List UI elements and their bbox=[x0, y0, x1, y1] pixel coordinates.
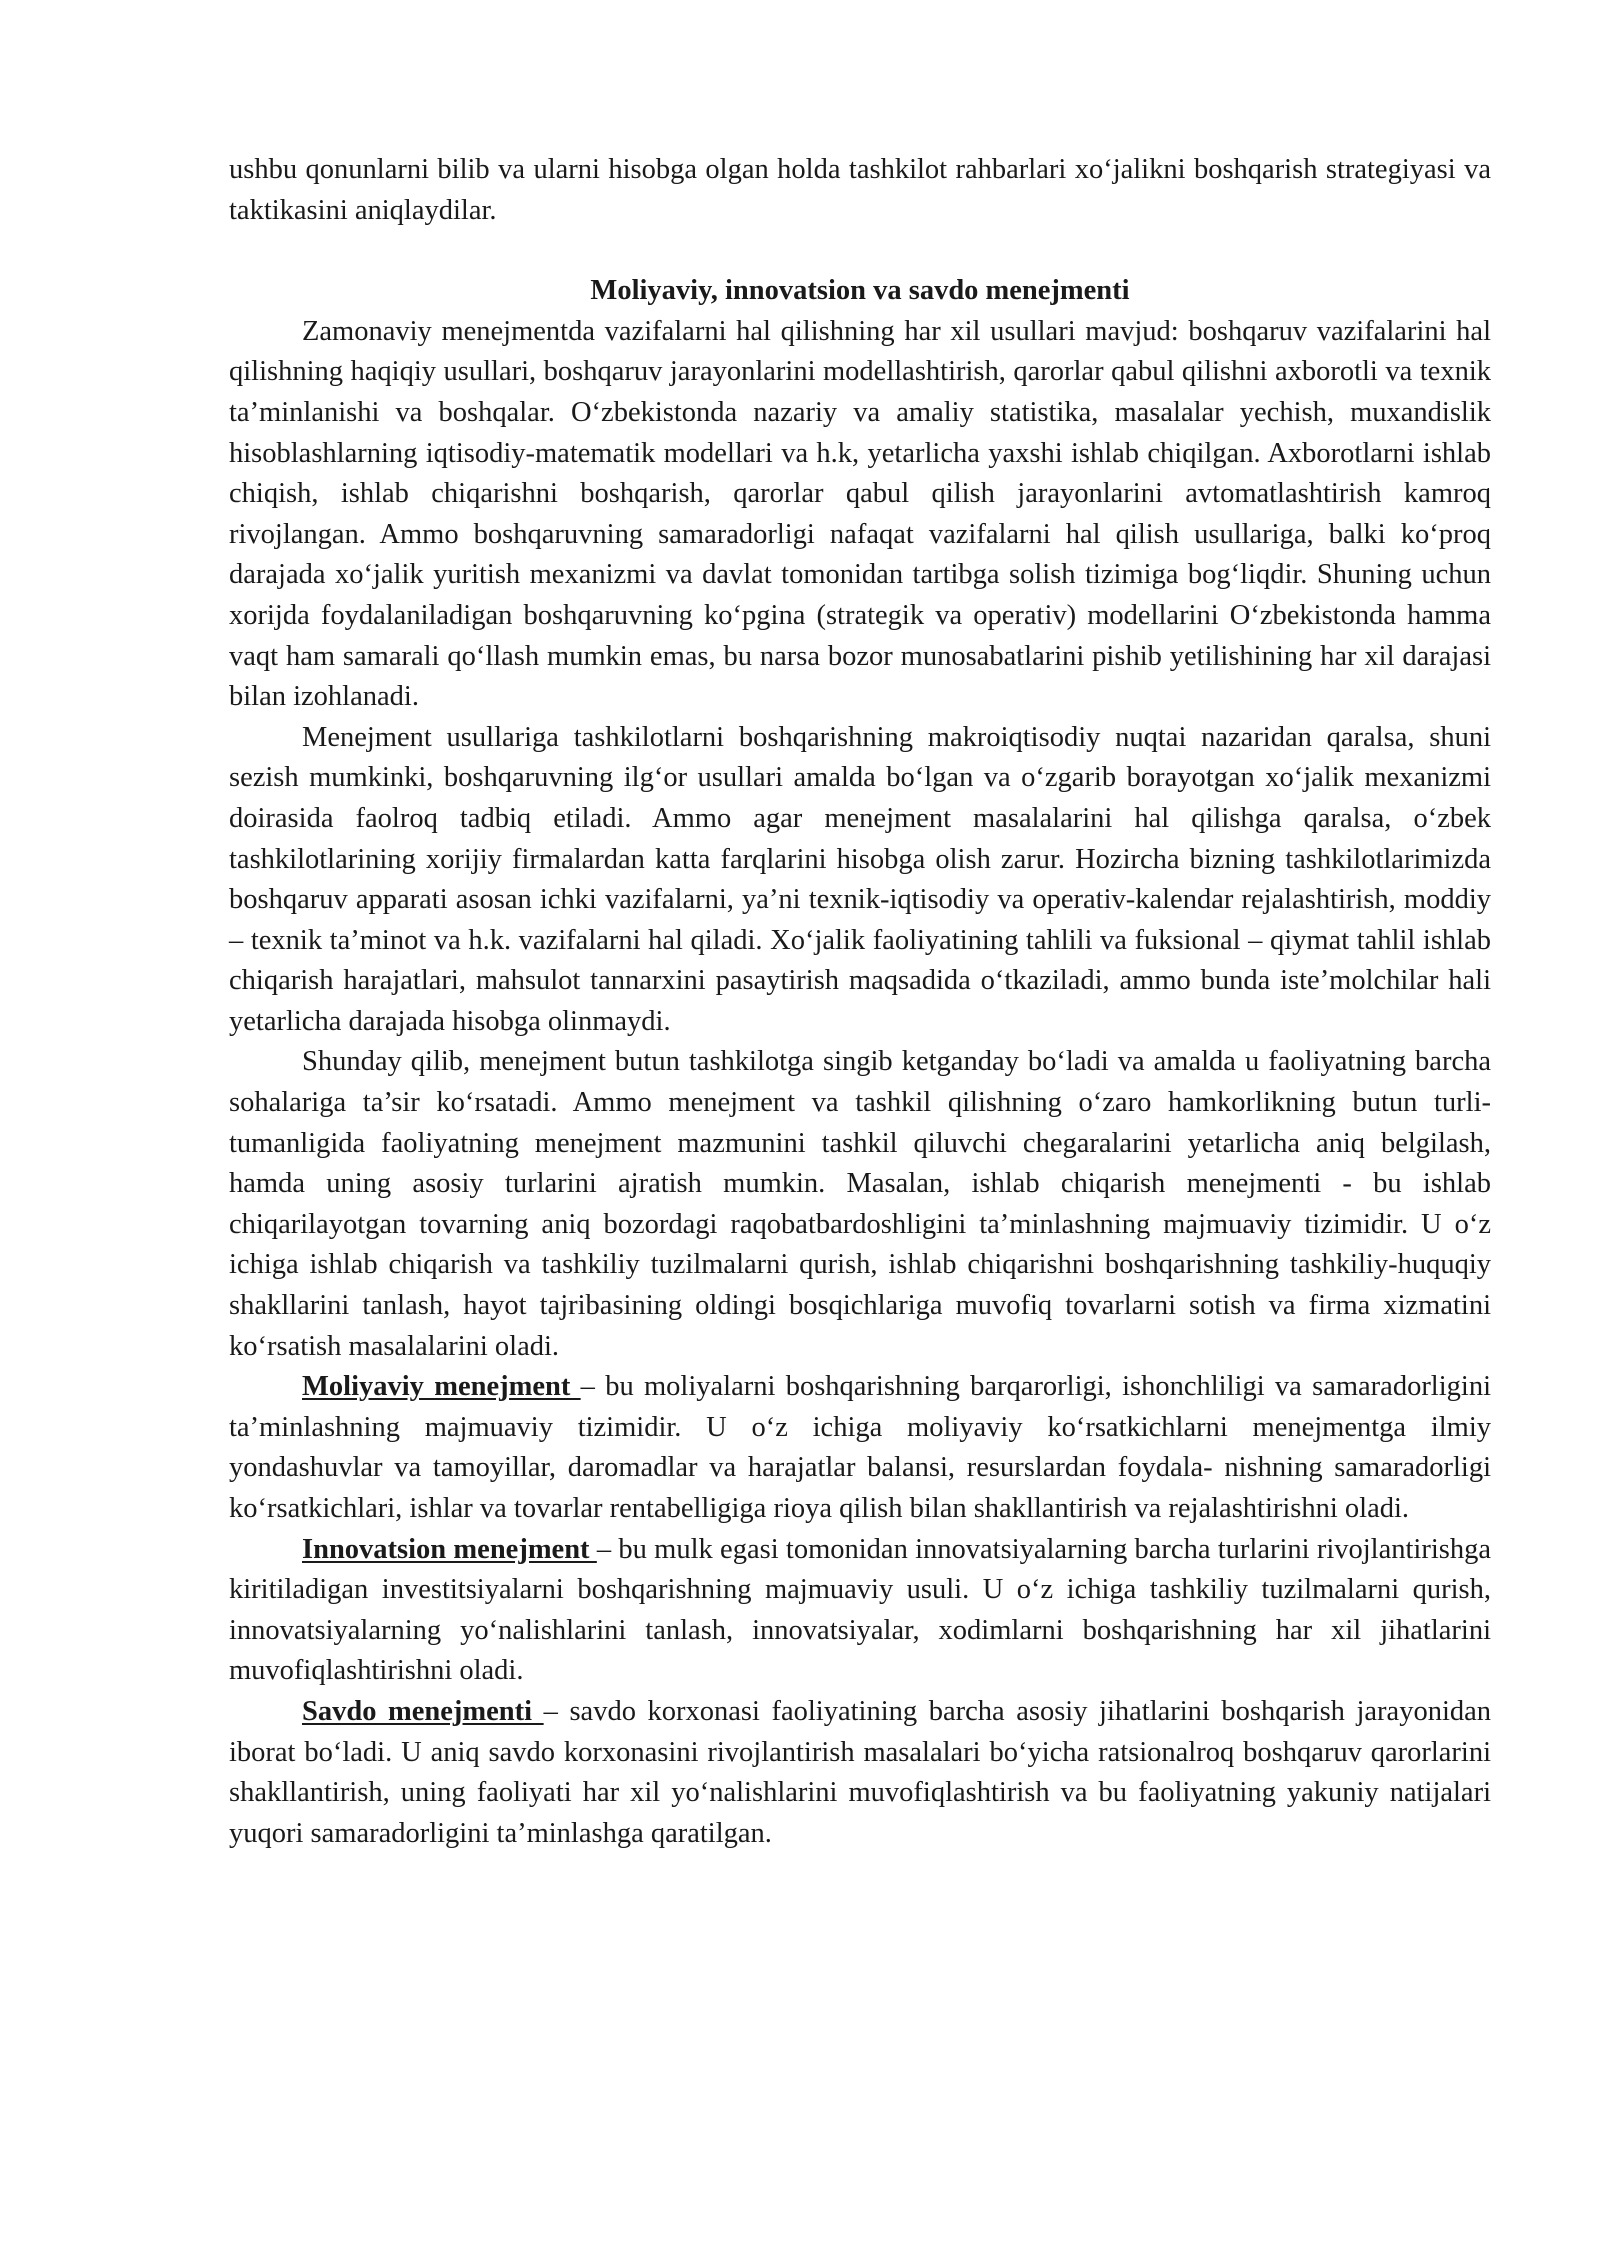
body-paragraph-3: Shunday qilib, menejment butun tashkilotga singib ketganday bo‘ladi va amalda u faoliyatning barcha sohalariga ta’sir ko‘rsatadi. Ammo menejment va tashkil qilishning o‘zaro hamkorlikning butun turli-tumanligida faoliyatning menejment mazmunini tashkil qiluvchi chegaralarini yetarlicha aniq belgilash, hamda uning asosiy turlarini ajratish mumkin. Masalan, ishlab chiqarish menejmenti - bu ishlab chiqarilayotgan tovarning aniq bozordagi raqobatbardoshligini ta’minlashning majmuaviy tizimidir. U o‘z ichiga ishlab chiqarish va tashkiliy tuzilmalarni qurish, ishlab chiqarishni boshqarishning tashkiliy-huquqiy shakllarini tanlash, hayot tajribasining oldingi bosqichlariga muvofiq tovarlarni sotish va firma xizmatini ko‘rsatish masalalarini oladi. bbox=[229, 1046, 1491, 1362]
body-paragraph-2: Menejment usullariga tashkilotlarni boshqarishning makroiqtisodiy nuqtai nazaridan qaralsa, shuni sezish mumkinki, boshqaruvning ilg‘or usullari amalda bo‘lgan va o‘zgarib borayotgan xo‘jalik mexanizmi doirasida faolroq tadbiq etiladi. Ammo agar menejment masalalarini hal qilishga qaralsa, o‘zbek tashkilotlarining xorijiy firmalardan katta farqlarini hisobga olish zarur. Hozircha bizning tashkilotlarimizda boshqaruv apparati asosan ichki vazifalarni, ya’ni texnik-iqtisodiy va operativ-kalendar rejalashtirish, moddiy – texnik ta’minot va h.k. vazifalarni hal qiladi. Xo‘jalik faoliyatining tahlili va fuksional – qiymat tahlil ishlab chiqarish harajatlari, mahsulot tannarxini pasaytirish maqsadida o‘tkaziladi, ammo bunda iste’molchilar hali yetarlicha darajada hisobga olinmaydi. bbox=[229, 721, 1491, 1037]
definition-text-trade-management: – savdo korxonasi faoliyatining barcha asosiy jihatlarini boshqarish jarayonidan iborat bo‘ladi. U aniq savdo korxonasini rivojlantirish masalalari bo‘yicha ratsionalroq boshqaruv qarorlarini shakllantirish, uning faoliyati har xil yo‘nalishlarini muvofiqlashtirish va bu faoliyatning yakuniy natijalari yuqori samaradorligini ta’minlashga qaratilgan. bbox=[229, 1695, 1492, 1849]
definition-trade-management bbox=[229, 1692, 1491, 1854]
definition-financial-management bbox=[229, 1367, 1491, 1529]
term-trade-management: Savdo menejmenti bbox=[302, 1695, 544, 1727]
definition-innovation-management bbox=[229, 1530, 1491, 1692]
term-innovation-management: Innovatsion menejment bbox=[302, 1533, 597, 1565]
document-page bbox=[229, 150, 1491, 1854]
term-financial-management: Moliyaviy menejment bbox=[302, 1371, 581, 1403]
body-paragraph-1: Zamonaviy menejmentda vazifalarni hal qilishning har xil usullari mavjud: boshqaruv vazifalarini hal qilishning haqiqiy usullari, boshqaruv jarayonlarini modellashtirish, qarorlar qabul qilishni axborotli va texnik ta’minlanishi va boshqalar. O‘zbekistonda nazariy va amaliy statistika, masalalar yechish, muxandislik hisoblashlarning iqtisodiy-matematik modellari va h.k, yetarlicha yaxshi ishlab chiqilgan. Axborotlarni ishlab chiqish, ishlab chiqarishni boshqarish, qarorlar qabul qilish jarayonlarini avtomatlashtirish kamroq rivojlangan. Ammo boshqaruvning samaradorligi nafaqat vazifalarni hal qilish usullariga, balki ko‘proq darajada xo‘jalik yuritish mexanizmi va davlat tomonidan tartibga solish tizimiga bog‘liqdir. Shuning uchun xorijda foydalaniladigan boshqaruvning ko‘pgina (strategik va operativ) modellarini O‘zbekistonda hamma vaqt ham samarali qo‘llash mumkin emas, bu narsa bozor munosabatlarini pishib yetilishining har xil darajasi bilan izohlanadi. bbox=[229, 315, 1491, 713]
definition-text-innovation-management: – bu mulk egasi tomonidan innovatsiyalarning barcha turlarini rivojlantirishga kiritiladigan investitsiyalarni boshqarishning majmuaviy usuli. U o‘z ichiga tashkiliy tuzilmalarni qurish, innovatsiyalarning yo‘nalishlarini tanlash, innovatsiyalar, xodimlarni boshqarishning har xil jihatlarini muvofiqlashtirishni oladi. bbox=[229, 1533, 1491, 1687]
section-heading: Moliyaviy, innovatsion va savdo menejmenti bbox=[590, 275, 1130, 307]
definition-text-financial-management: – bu moliyalarni boshqarishning barqarorligi, ishonchliligi va samaradorligini ta’minlashning majmuaviy tizimidir. U o‘z ichiga moliyaviy ko‘rsatkichlarni menejmentga ilmiy yondashuvlar va tamoyillar, daromadlar va harajatlar balansi, resurslardan foydala- nishning samaradorligi ko‘rsatkichlari, ishlar va tovarlar rentabelligiga rioya qilish bilan shakllantirish va rejalashtirishni oladi. bbox=[229, 1371, 1491, 1524]
intro-paragraph: ushbu qonunlarni bilib va ularni hisobga olgan holda tashkilot rahbarlari xo‘jalikni boshqarish strategiyasi va taktikasini aniqlaydilar. bbox=[229, 154, 1491, 226]
